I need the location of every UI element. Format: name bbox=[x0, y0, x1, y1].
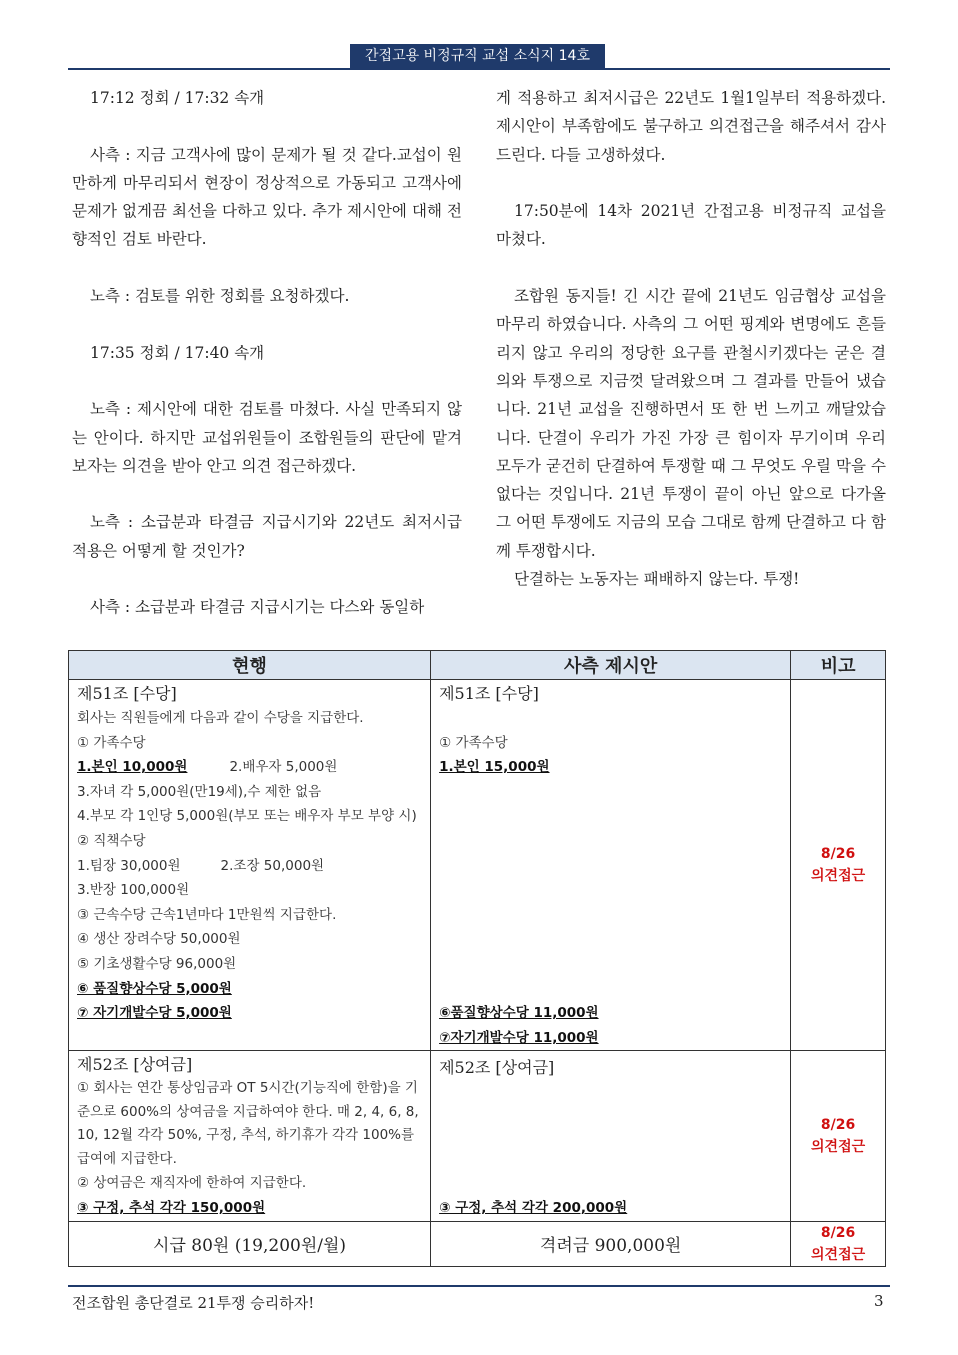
page-number: 3 bbox=[874, 1292, 884, 1310]
closing-slogan: 단결하는 노동자는 패배하지 않는다. 투쟁! bbox=[514, 570, 800, 589]
paragraph: 조합원 동지들! 긴 시간 끝에 21년도 임금협상 교섭을 마무리 하였습니다. 사측의 그 어떤 핑계와 변명에도 흔들리지 않고 우리의 정당한 요구를 관철시키겠다는 굳은 결의와 투쟁으로 지금껏 달려왔으며 그 결과를 만들어 냈습니다. 21년 교섭을 진행하면서 또 한 번 느끼고 깨달았습니다. 단결이 우리가 가진 가장 큰 힘이자 무기이며 우리 모두가 굳건히 단결하여 투쟁할 때 그 무엇도 우릴 막을 수 없다는 것입니다. 21년 투쟁이 끝이 아닌 앞으로 다가올 그 어떤 투쟁에도 지금의 모습 그대로 함께 단결하고 다 함께 투쟁합시다. bbox=[496, 287, 886, 560]
list-item: ① 가족수당 bbox=[77, 734, 146, 751]
summary-remarks bbox=[791, 1221, 886, 1266]
header-proposal: 사측 제시안 bbox=[431, 651, 791, 680]
bonus-summary: 격려금 900,000원 bbox=[431, 1221, 791, 1266]
list-item: 3.자녀 각 5,000원(만19세),수 제한 없음 bbox=[77, 783, 322, 800]
header-divider bbox=[68, 68, 890, 70]
paragraph: 게 적용하고 최저시급은 22년도 1월1일부터 적용하겠다. 제시안이 부족함에도 불구하고 의견접근을 해주셔서 감사드린다. 다들 고생하셨다. bbox=[496, 89, 886, 164]
list-item: ⑥ 품질향상수당 5,000원 bbox=[77, 980, 232, 997]
list-item: ③ 구정, 추석 각각 200,000원 bbox=[439, 1199, 628, 1216]
list-item: ⑥품질향상수당 11,000원 bbox=[439, 1005, 599, 1022]
list-item: ② 직책수당 bbox=[77, 832, 146, 849]
right-text-column bbox=[496, 84, 886, 593]
list-item: 회사는 직원들에게 다음과 같이 수당을 지급한다. bbox=[77, 710, 364, 726]
left-text-column bbox=[72, 84, 462, 622]
list-item: ④ 생산 장려수당 50,000원 bbox=[77, 931, 241, 948]
article-title: 제51조 [수당] bbox=[77, 684, 177, 703]
table-row bbox=[69, 1221, 886, 1266]
list-item: ① 가족수당 bbox=[439, 734, 508, 751]
paragraph: 사측 : 소급분과 타결금 지급시기는 다스와 동일하 bbox=[90, 598, 425, 617]
list-item: ③ 근속수당 근속1년마다 1만원씩 지급한다. bbox=[77, 906, 337, 923]
article-title: 제52조 [상여금] bbox=[439, 1057, 555, 1077]
remark-date: 8/26 bbox=[820, 1224, 856, 1241]
remark-date: 8/26 bbox=[820, 1116, 856, 1133]
art51-proposal bbox=[431, 680, 791, 1051]
list-item: ② 상여금은 재직자에 한하여 지급한다. bbox=[77, 1175, 307, 1192]
list-item: ③ 구정, 추석 각각 150,000원 bbox=[77, 1199, 266, 1216]
remark-date: 8/26 bbox=[820, 846, 856, 863]
footer-divider bbox=[68, 1285, 890, 1287]
list-item: 2.조장 50,000원 bbox=[220, 857, 325, 874]
list-item: ⑤ 기초생활수당 96,000원 bbox=[77, 955, 237, 972]
art52-remarks bbox=[791, 1051, 886, 1221]
remark-text: 의견접근 bbox=[811, 1246, 866, 1263]
table-row bbox=[69, 680, 886, 1051]
remark-text: 의견접근 bbox=[811, 1138, 866, 1155]
paragraph: 17:35 정회 / 17:40 속개 bbox=[90, 343, 265, 362]
paragraph: 노측 : 검토를 위한 정회를 요청하겠다. bbox=[90, 287, 350, 306]
paragraph: 노측 : 제시안에 대한 검토를 마쳤다. 사실 만족되지 않는 안이다. 하지만 교섭위원들이 조합원들의 판단에 맡겨보자는 의견을 받아 안고 의견 접근하겠다. bbox=[72, 400, 462, 475]
paragraph: 노측 : 소급분과 타결금 지급시기와 22년도 최저시급 적용은 어떻게 할 것인가? bbox=[72, 513, 462, 560]
paragraph: 17:12 정회 / 17:32 속개 bbox=[90, 89, 265, 107]
list-item: 3.반장 100,000원 bbox=[77, 882, 190, 899]
art51-current bbox=[69, 680, 431, 1051]
header-remarks: 비고 bbox=[791, 651, 886, 680]
list-item: 1.본인 15,000원 bbox=[439, 759, 550, 776]
comparison-table bbox=[68, 650, 886, 1267]
paragraph: 사측 : 지금 고객사에 많이 문제가 될 것 같다.교섭이 원만하게 마무리되서 현장이 정상적으로 가동되고 고객사에 문제가 없게끔 최선을 다하고 있다. 추가 제시안에 대해 전향적인 검토 바란다. bbox=[72, 145, 462, 249]
list-item: ① 회사는 연간 통상임금과 OT 5시간(기능직에 한함)을 기준으로 600%의 상여금을 지급하여야 한다. 매 2, 4, 6, 8, 10, 12월 각각 50%, 구정, 추석, 하기휴가 각각 100%를 급여에 지급한다. bbox=[77, 1080, 419, 1167]
list-item: 1.본인 10,000원 bbox=[77, 759, 188, 776]
list-item: ⑦자기개발수당 11,000원 bbox=[439, 1029, 599, 1046]
newsletter-title: 간접고용 비정규직 교섭 소식지 14호 bbox=[350, 44, 605, 68]
header-current: 현행 bbox=[69, 651, 431, 680]
list-item: 4.부모 각 1인당 5,000원(부모 또는 배우자 부모 부양 시) bbox=[77, 808, 417, 825]
footer-slogan: 전조합원 총단결로 21투쟁 승리하자! bbox=[72, 1294, 315, 1312]
article-title: 제52조 [상여금] bbox=[77, 1055, 193, 1075]
list-item: 1.팀장 30,000원 bbox=[77, 857, 181, 874]
art52-current bbox=[69, 1051, 431, 1221]
list-item: 2.배우자 5,000원 bbox=[229, 759, 338, 776]
article-title: 제51조 [수당] bbox=[439, 684, 539, 703]
art51-remarks bbox=[791, 680, 886, 1051]
table-row bbox=[69, 1051, 886, 1221]
art52-proposal bbox=[431, 1051, 791, 1221]
paragraph: 17:50분에 14차 2021년 간접고용 비정규직 교섭을 마쳤다. bbox=[496, 202, 886, 249]
hourly-wage-summary: 시급 80원 (19,200원/월) bbox=[69, 1221, 431, 1266]
list-item: ⑦ 자기개발수당 5,000원 bbox=[77, 1005, 232, 1022]
remark-text: 의견접근 bbox=[811, 868, 866, 885]
